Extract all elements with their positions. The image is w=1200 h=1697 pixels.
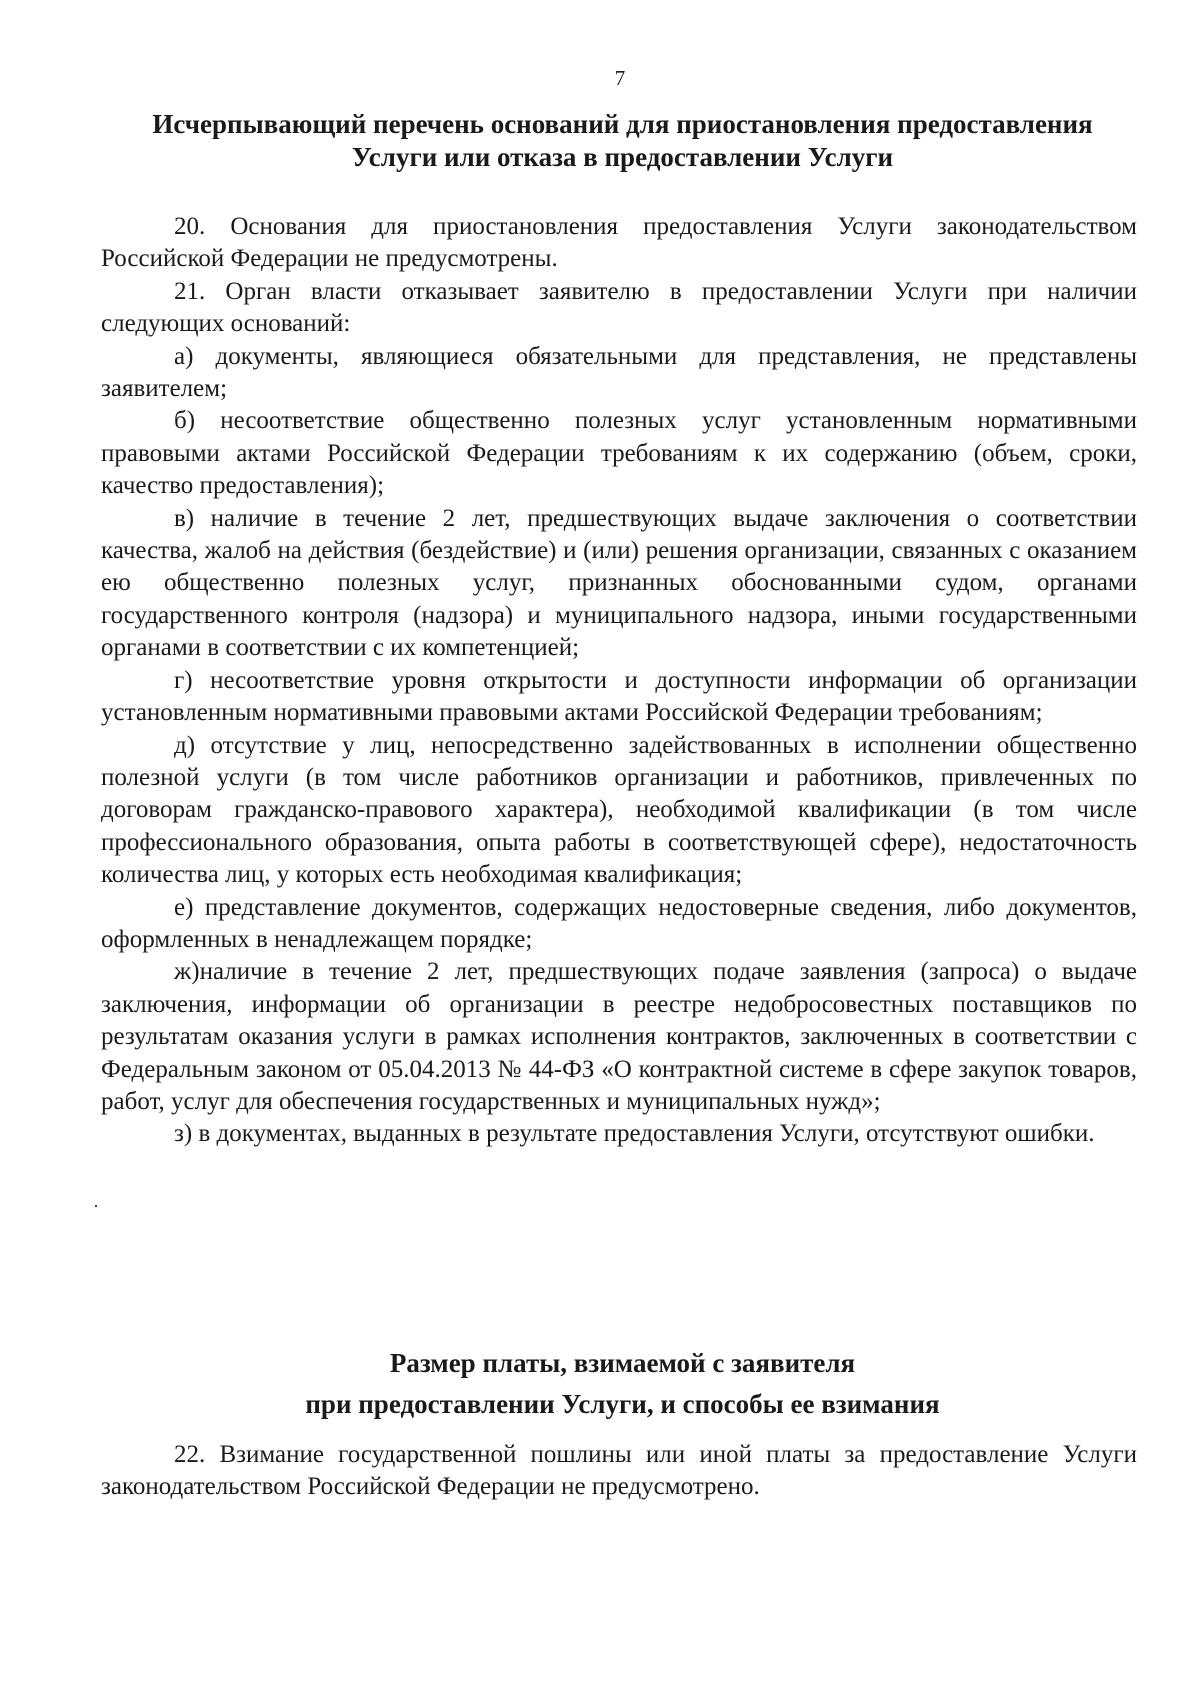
section-heading-line: Услуги или отказа в предоставлении Услуги: [351, 142, 894, 172]
paragraph-21: 21. Орган власти отказывает заявителю в предоставлении Услуги при наличии следующих оснований:: [101, 277, 1137, 338]
list-item-d: д) отсутствие у лиц, непосредственно задействованных в исполнении общественно полезной услуги (в том числе работников организации и работников, привлеченных по договорам гражданско-правового характера), необходимой квалификации (в том числе профессионального образования, опыта работы в соответствующей сфере), недостаточность количества лиц, у которых есть необходимая квалификация;: [101, 731, 1137, 889]
section-body-fee: [101, 1439, 1137, 1504]
paragraph-22: 22. Взимание государственной пошлины или иной платы за предоставление Услуги законодательством Российской Федерации не предусмотрено.: [101, 1441, 1137, 1501]
list-item-e: е) представление документов, содержащих недостоверные сведения, либо документов, оформленных в ненадлежащем порядке;: [101, 893, 1137, 953]
list-item-b: б) несоответствие общественно полезных услуг установленным нормативными правовыми актами Российской Федерации требованиям к их содержанию (объем, сроки, качество предоставления);: [101, 407, 1137, 500]
section-heading-line: Исчерпывающий перечень оснований для приостановления предоставления: [152, 109, 1093, 139]
section-body-suspension-refusal: [101, 211, 1137, 1151]
paragraph-20: 20. Основания для приостановления предоставления Услуги законодательством Российской Федерации не предусмотрены.: [101, 213, 1137, 273]
stray-scan-mark: ·: [93, 1196, 99, 1216]
list-item-g: г) несоответствие уровня открытости и доступности информации об организации установленным нормативными правовыми актами Российской Федерации требованиям;: [101, 666, 1137, 727]
list-item-a: а) документы, являющиеся обязательными для представления, не представлены заявителем;: [101, 342, 1137, 403]
list-item-zh: ж)наличие в течение 2 лет, предшествующих подаче заявления (запроса) о выдаче заключения, информации об организации в реестре недобросовестных поставщиков по результатам оказания услуги в рамках исполнения контрактов, заключенных в соответствии с Федеральным законом от 05.04.2013 № 44-ФЗ «О контрактной системе в сфере закупок товаров, работ, услуг для обеспечения государственных и муниципальных нужд»;: [101, 958, 1137, 1115]
section-heading-line: Размер платы, взимаемой с заявителя: [389, 1348, 856, 1378]
list-item-v: в) наличие в течение 2 лет, предшествующих выдаче заключения о соответствии качества, жалоб на действия (бездействие) и (или) решения организации, связанных с оказанием ею общественно полезных услуг, признанных обоснованными судом, органами государственного контроля (надзора) и муниципального надзора, иными государственными органами в соответствии с их компетенцией;: [101, 504, 1137, 662]
list-item-z: з) в документах, выданных в результате предоставления Услуги, отсутствуют ошибки.: [174, 1120, 1095, 1148]
section-heading-suspension-refusal: [80, 108, 1165, 174]
section-heading-line: при предоставлении Услуги, и способы ее взимания: [305, 1389, 940, 1419]
section-heading-fee: [80, 1343, 1165, 1425]
page-number: 7: [614, 66, 626, 90]
